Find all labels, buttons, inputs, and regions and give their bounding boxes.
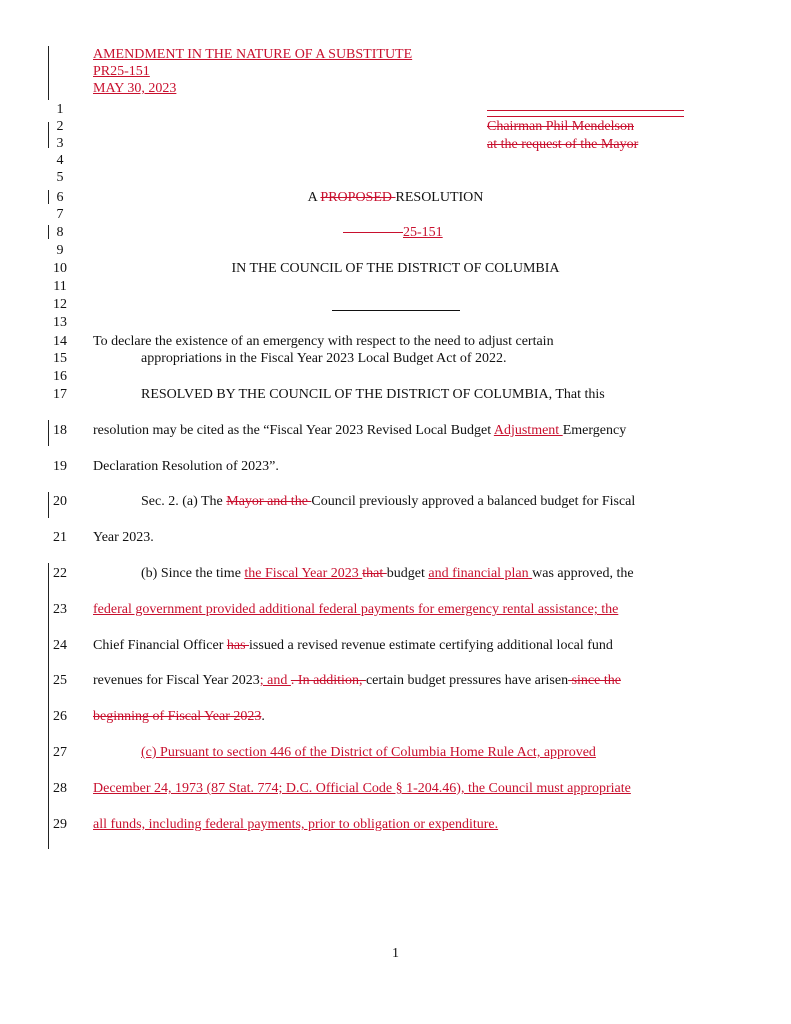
body-line-24 (93, 638, 613, 654)
line-number: 20 (53, 494, 67, 509)
line-number: 11 (53, 279, 67, 294)
inserted-text: the Fiscal Year 2023 (244, 566, 363, 581)
line-number: 8 (56, 225, 64, 240)
text: certain budget pressures have arisen (365, 673, 569, 688)
inserted-text: Adjustment (493, 423, 563, 438)
body-line-17: RESOLVED BY THE COUNCIL OF THE DISTRICT OF COLUMBIA, That this (141, 387, 605, 402)
page-number: 1 (392, 946, 399, 961)
text: resolution may be cited as the “Fiscal Year 2023 Revised Local Budget (93, 423, 494, 438)
line-number: 19 (53, 459, 67, 474)
resolution-number (343, 225, 443, 241)
body-line-26 (93, 709, 265, 725)
deleted-text: since the (568, 673, 621, 688)
line-number: 29 (53, 817, 67, 832)
line-number: 3 (56, 136, 64, 151)
line-number: 5 (56, 170, 64, 185)
body-line-28: December 24, 1973 (87 Stat. 774; D.C. Official Code § 1-204.46), the Council must appropriate (93, 781, 631, 796)
text: issued a revised revenue estimate certifying additional local fund (249, 638, 613, 653)
line-number: 28 (53, 781, 67, 796)
amendment-date: MAY 30, 2023 (93, 81, 177, 96)
text: Emergency (562, 423, 627, 438)
title-deleted-word: PROPOSED (320, 190, 396, 205)
line-number: 13 (53, 315, 67, 330)
line-number: 1 (56, 102, 64, 117)
line-number: 21 (53, 530, 67, 545)
blank-line (332, 310, 460, 311)
long-title-line: To declare the existence of an emergency with respect to the need to adjust certain (93, 334, 554, 349)
line-number: 25 (53, 673, 67, 688)
text: Chief Financial Officer (93, 638, 227, 653)
text: was approved, the (532, 566, 634, 581)
title-word: RESOLUTION (395, 190, 484, 205)
text: . (261, 709, 265, 724)
number-blank-deleted (343, 232, 403, 234)
line-number: 24 (53, 638, 67, 653)
deleted-text: . In addition, (290, 673, 366, 688)
deleted-text: that (362, 566, 387, 581)
line-number: 6 (56, 190, 64, 205)
body-line-22 (141, 566, 634, 582)
resolution-title (0, 190, 791, 206)
signature-line (487, 116, 684, 117)
body-line-23: federal government provided additional federal payments for emergency rental assistance; the (93, 602, 619, 617)
inserted-text: and financial plan (428, 566, 533, 581)
line-number: 9 (56, 243, 64, 258)
number-inserted: 25-151 (403, 225, 443, 240)
line-number: 18 (53, 423, 67, 438)
amendment-heading: AMENDMENT IN THE NATURE OF A SUBSTITUTE (93, 47, 413, 62)
text: (b) Since the time (141, 566, 245, 581)
line-number: 7 (56, 207, 64, 222)
line-number: 4 (56, 153, 64, 168)
line-number: 23 (53, 602, 67, 617)
text: Council previously approved a balanced budget for Fiscal (311, 494, 636, 509)
body-line-21: Year 2023. (93, 530, 154, 545)
line-number: 27 (53, 745, 67, 760)
line-number: 14 (53, 334, 67, 349)
text: Sec. 2. (a) The (141, 494, 227, 509)
line-number: 2 (56, 119, 64, 134)
sponsor-name: Chairman Phil Mendelson (487, 119, 634, 134)
line-number: 12 (53, 297, 67, 312)
line-number: 26 (53, 709, 67, 724)
text: revenues for Fiscal Year 2023 (93, 673, 260, 688)
inserted-text: ; and (259, 673, 291, 688)
line-number: 15 (53, 351, 67, 366)
line-number: 10 (53, 261, 67, 276)
line-number: 16 (53, 369, 67, 384)
deleted-text: Mayor and the (226, 494, 312, 509)
bill-number: PR25-151 (93, 64, 150, 79)
body-line-20 (141, 494, 635, 510)
body-line-18 (93, 423, 626, 439)
line-number: 22 (53, 566, 67, 581)
body-line-27: (c) Pursuant to section 446 of the District of Columbia Home Rule Act, approved (141, 745, 596, 760)
body-line-29: all funds, including federal payments, prior to obligation or expenditure. (93, 817, 499, 832)
signature-line (487, 110, 684, 111)
sponsor-request: at the request of the Mayor (487, 137, 639, 152)
deleted-text: has (226, 638, 250, 653)
council-heading: IN THE COUNCIL OF THE DISTRICT OF COLUMBIA (231, 261, 560, 276)
title-article: A (307, 190, 321, 205)
line-number: 17 (53, 387, 67, 402)
body-line-25 (93, 673, 621, 689)
deleted-text: beginning of Fiscal Year 2023 (93, 709, 262, 724)
body-line-19: Declaration Resolution of 2023”. (93, 459, 279, 474)
change-bar (48, 46, 49, 100)
long-title-line: appropriations in the Fiscal Year 2023 Local Budget Act of 2022. (141, 351, 507, 366)
text: budget (386, 566, 429, 581)
